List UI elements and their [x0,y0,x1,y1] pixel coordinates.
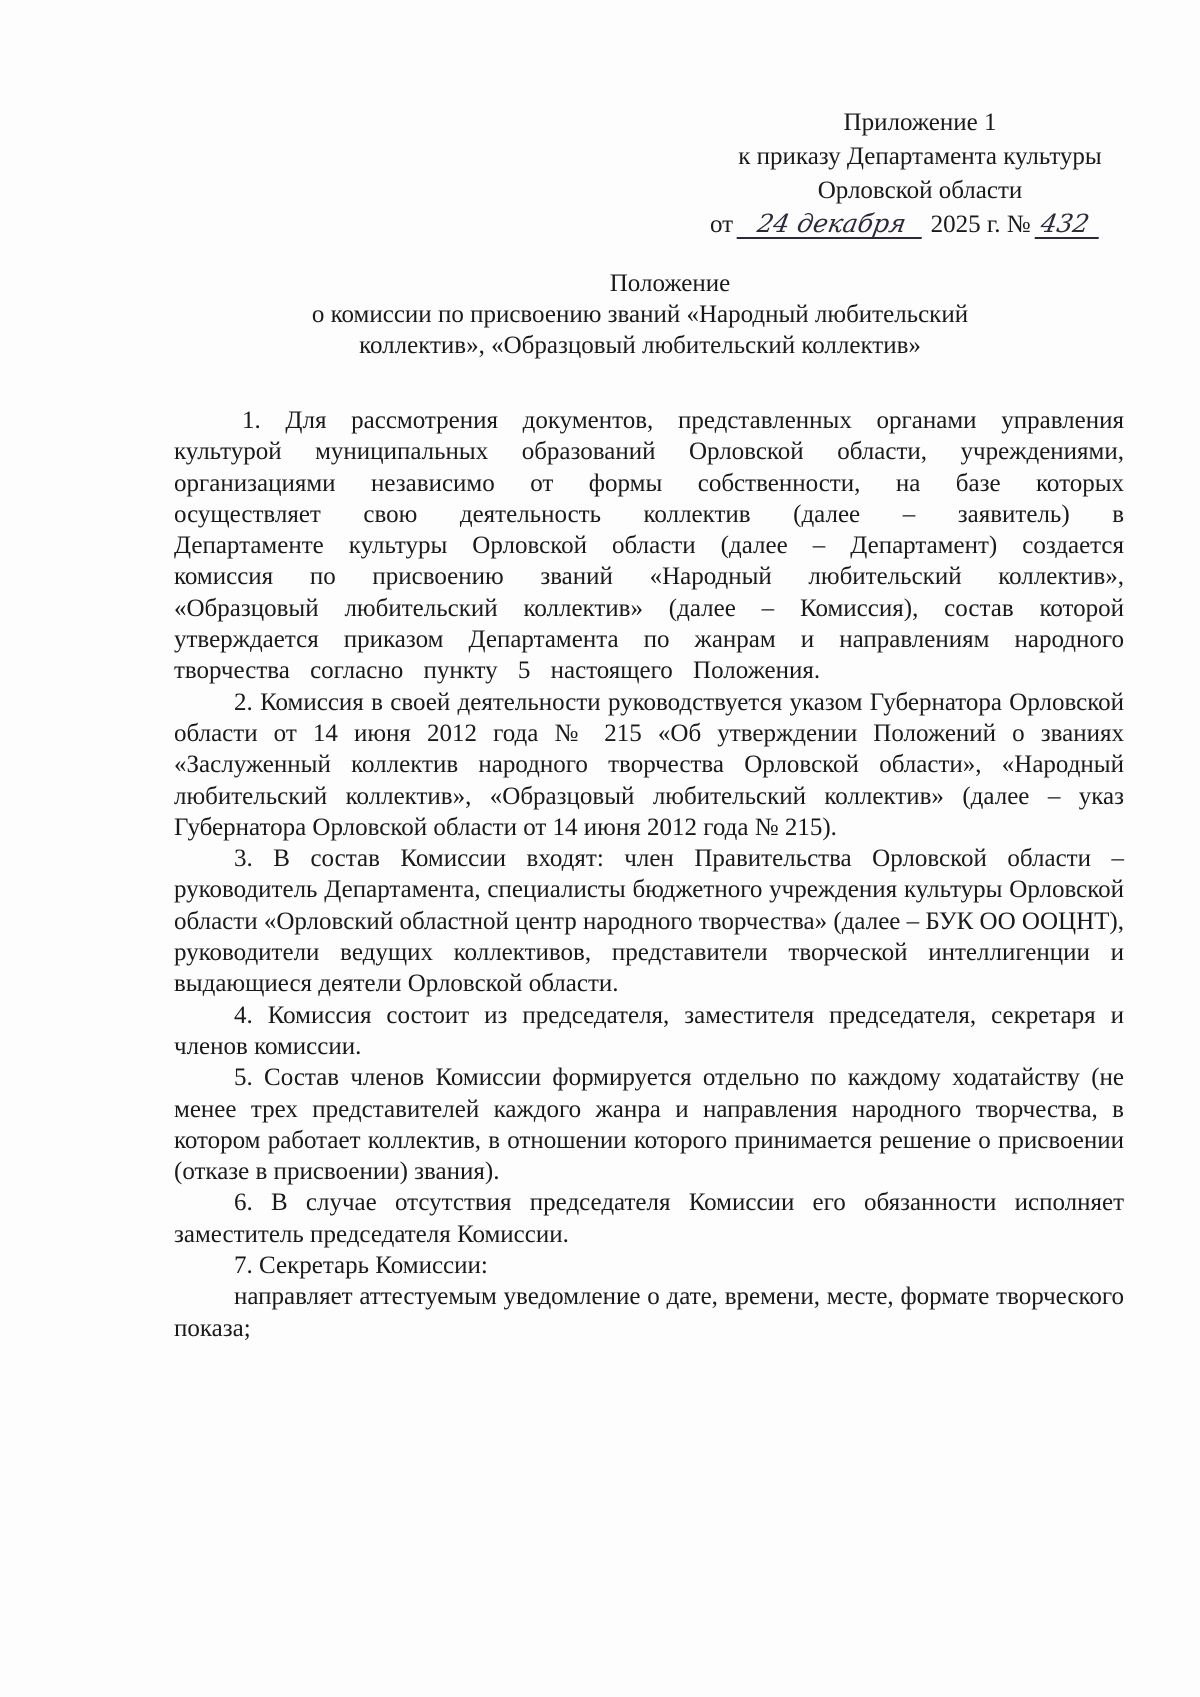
paragraph-1: 1. Для рассмотрения документов, представленных органами управления культурой муниципальных образований Орловской области, учреждениями, организациями независимо от формы собственности, на базе которых осуществляет свою деятельность коллектив (далее – заявитель) в Департаменте культуры Орловской области (далее – Департамент) создается комиссия по присвоению званий «Народный любительский коллектив», «Образцовый любительский коллектив» (далее – Комиссия), состав которой утверждается приказом Департамента по жанрам и направлениям народного творчества согласно пункту 5 настоящего Положения. [174,407,1124,685]
paragraph-5: 5. Состав членов Комиссии формируется отдельно по каждому ходатайству (не менее трех представителей каждого жанра и направления народного творчества, в котором работает коллектив, в отношении которого принимается решение о присвоении (отказе в присвоении) звания). [174,1064,1124,1186]
paragraph-6: 6. В случае отсутствия председателя Комиссии его обязанности исполняет заместитель председателя Комиссии. [174,1189,1124,1248]
order-date-line [710,208,1120,242]
appendix-title: Приложение 1 [843,109,997,136]
paragraph-7-item: направляет аттестуемым уведомление о дате, времени, месте, формате творческого показа; [174,1283,1124,1342]
appendix-order-ref: к приказу Департамента культуры [738,143,1102,170]
paragraph-4: 4. Комиссия состоит из председателя, заместителя председателя, секретаря и членов комиссии. [174,1001,1124,1060]
title-line-2: о комиссии по присвоению званий «Народный любительский [311,301,969,328]
handwritten-order-number: 432 [1034,211,1103,239]
paragraph-2: 2. Комиссия в своей деятельности руководствуется указом Губернатора Орловской области от 14 июня 2012 года № 215 «Об утверждении Положений о званиях «Заслуженный коллектив народного творчества Орловской области», «Народный любительский коллектив», «Образцовый любительский коллектив» (далее – указ Губернатора Орловской области от 14 июня 2012 года № 215). [174,688,1124,841]
handwritten-date: 24 декабря [737,211,927,239]
paragraph-7: 7. Секретарь Комиссии: [234,1252,488,1280]
appendix-region: Орловской области [817,177,1023,204]
regulation-title [300,268,1100,361]
title-line-3: коллектив», «Образцовый любительский коллектив» [359,332,921,359]
regulation-body [174,405,1124,1344]
date-prefix: от [710,211,734,238]
paragraph-3: 3. В состав Комиссии входят: член Правительства Орловской области – руководитель Департамента, специалисты бюджетного учреждения культуры Орловской области «Орловский областной центр народного творчества» (далее – БУК ОО ООЦНТ), руководители ведущих коллективов, представители творческой интеллигенции и выдающиеся деятели Орловской области. [174,845,1124,998]
order-year: 2025 г. № [930,211,1031,238]
appendix-header [710,106,1120,242]
title-line-1: Положение [609,270,731,297]
